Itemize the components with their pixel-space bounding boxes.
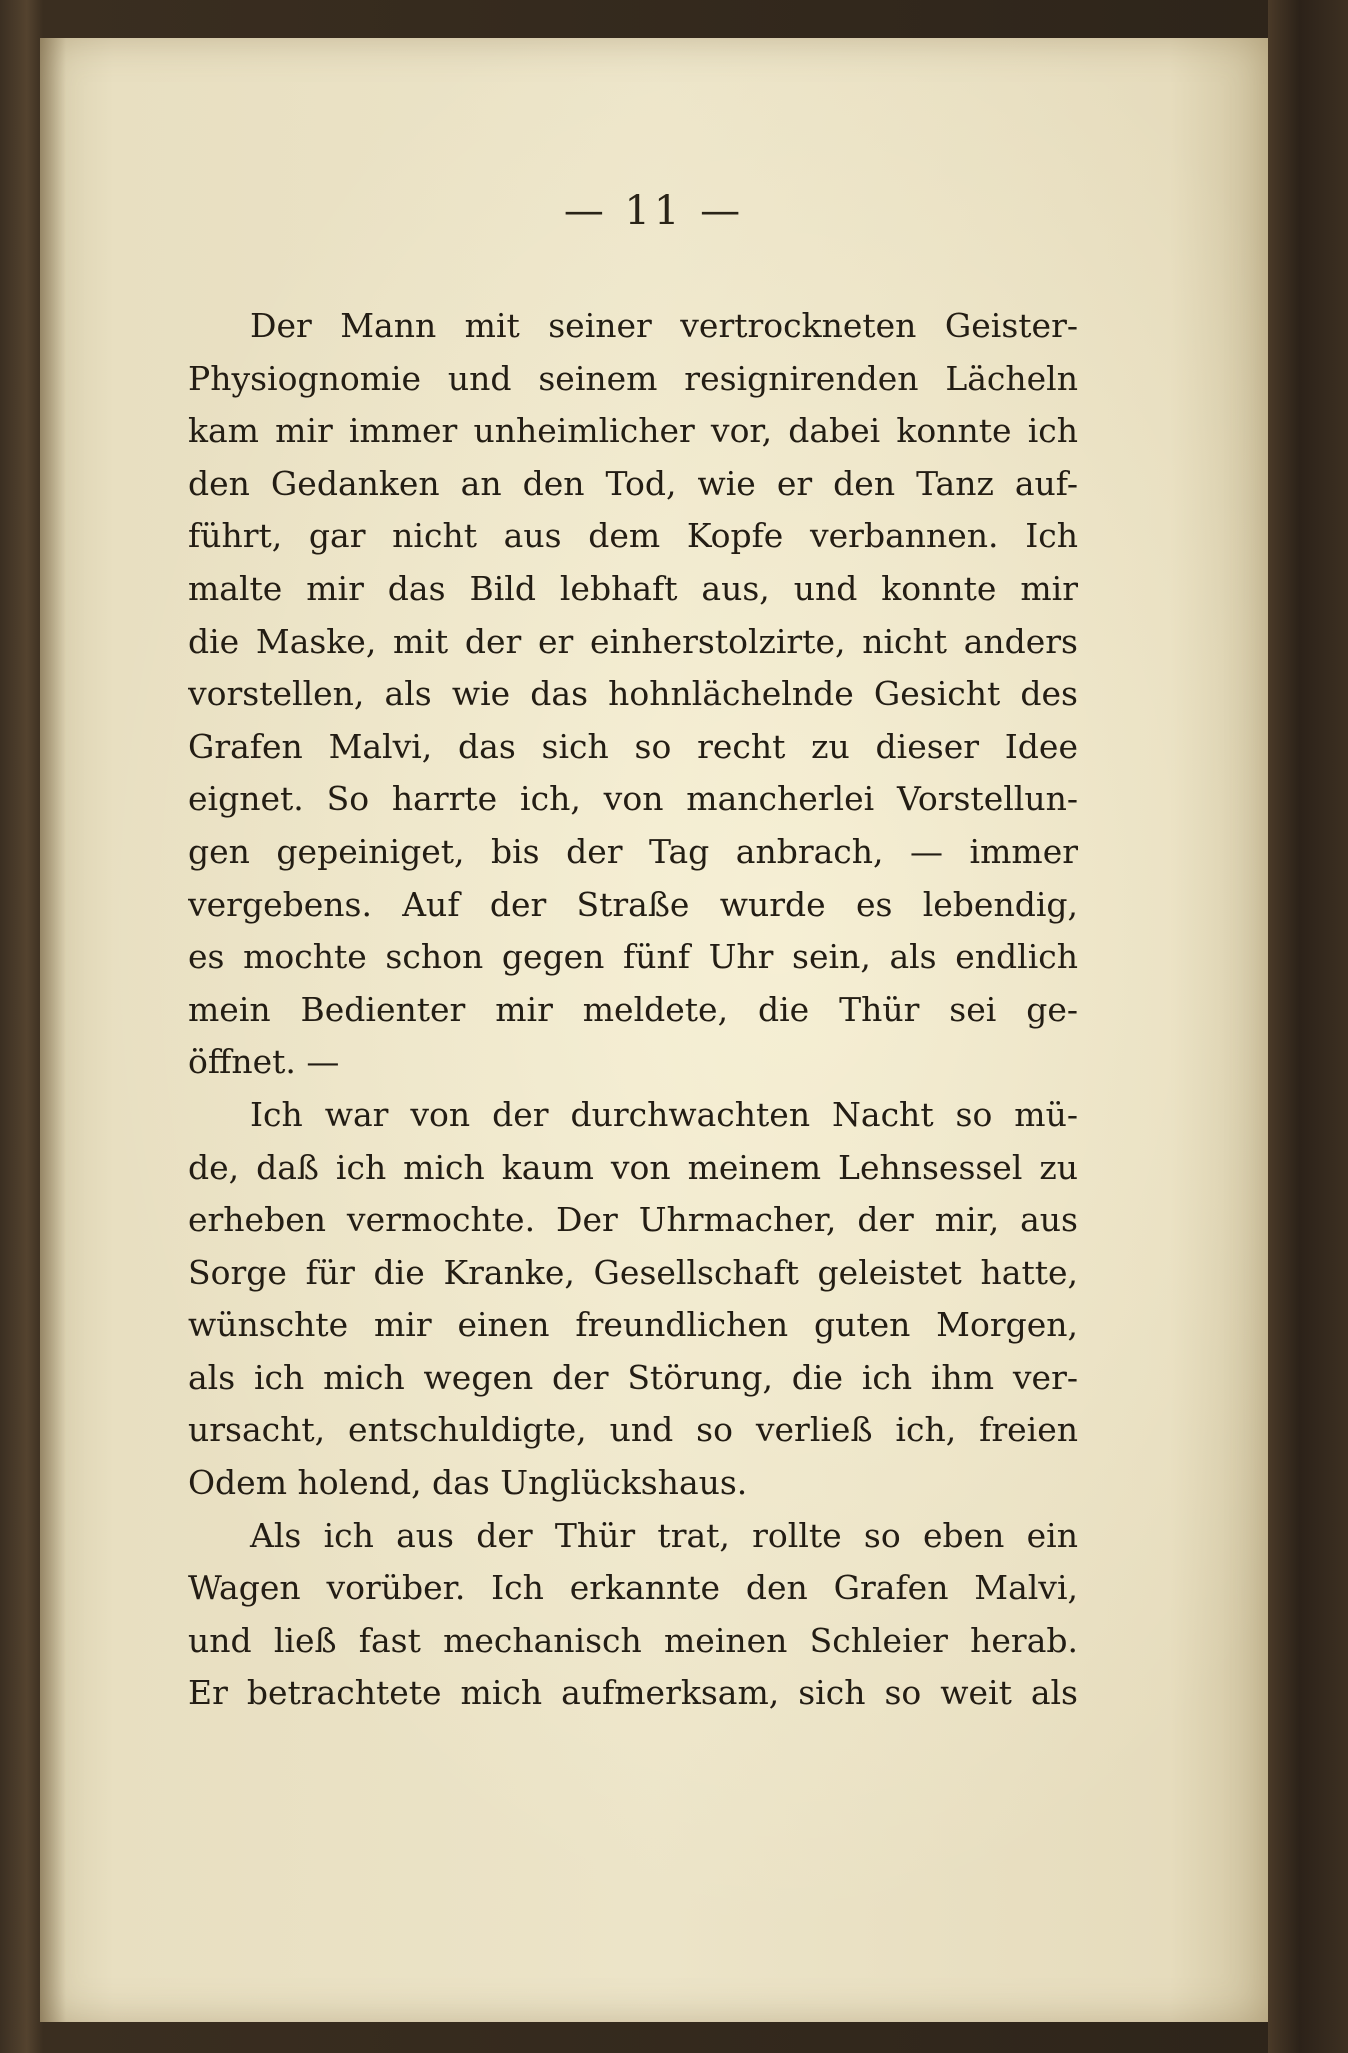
text-line: den Gedanken an den Tod, wie er den Tanz auf- — [188, 463, 1078, 503]
body-text — [188, 300, 1078, 1720]
text-line: wünschte mir einen freundlichen guten Morgen, — [188, 1305, 1078, 1345]
text-line: und ließ fast mechanisch meinen Schleier herab. — [188, 1620, 1078, 1660]
text-line: Er betrachtete mich aufmerksam, sich so weit als — [188, 1673, 1078, 1713]
text-line: malte mir das Bild lebhaft aus, und konnte mir — [188, 568, 1078, 608]
text-line: erheben vermochte. Der Uhrmacher, der mir, aus — [188, 1200, 1078, 1240]
spine-shadow — [40, 38, 66, 2022]
text-line: vorstellen, als wie das hohnlächelnde Gesicht des — [188, 674, 1078, 714]
text-line: die Maske, mit der er einherstolzirte, nicht anders — [188, 621, 1078, 661]
text-line: kam mir immer unheimlicher vor, dabei konnte ich — [188, 411, 1078, 451]
text-line: vergebens. Auf der Straße wurde es lebendig, — [188, 884, 1078, 924]
text-line: Grafen Malvi, das sich so recht zu dieser Idee — [188, 726, 1078, 766]
page-number: — 11 — — [563, 188, 745, 234]
text-line: ursacht, entschuldigte, und so verließ ich, freien — [188, 1410, 1078, 1450]
text-line: Ich war von der durchwachten Nacht so mü- — [250, 1094, 1078, 1134]
book-board-right — [1268, 0, 1348, 2053]
text-line: eignet. So harrte ich, von mancherlei Vorstellun- — [188, 779, 1078, 819]
text-line: es mochte schon gegen fünf Uhr sein, als endlich — [188, 937, 1078, 977]
text-line: de, daß ich mich kaum von meinem Lehnsessel zu — [188, 1147, 1078, 1187]
text-line: mein Bedienter mir meldete, die Thür sei ge- — [188, 989, 1078, 1029]
text-line: gen gepeiniget, bis der Tag anbrach, — immer — [188, 831, 1078, 871]
paper-page — [40, 38, 1268, 2022]
text-line: Sorge für die Kranke, Gesellschaft geleistet hatte, — [188, 1252, 1078, 1292]
text-line: Als ich aus der Thür trat, rollte so eben ein — [250, 1515, 1078, 1555]
text-line: Wagen vorüber. Ich erkannte den Grafen Malvi, — [188, 1568, 1078, 1608]
text-line: Der Mann mit seiner vertrockneten Geister- — [250, 306, 1078, 345]
text-line: führt, gar nicht aus dem Kopfe verbannen. Ich — [188, 516, 1078, 556]
text-line: Odem holend, das Unglückshaus. — [188, 1463, 748, 1503]
text-line: öffnet. — — [188, 1042, 340, 1082]
text-line: Physiognomie und seinem resignirenden Lächeln — [188, 358, 1078, 398]
text-line: als ich mich wegen der Störung, die ich ihm ver- — [188, 1357, 1078, 1397]
